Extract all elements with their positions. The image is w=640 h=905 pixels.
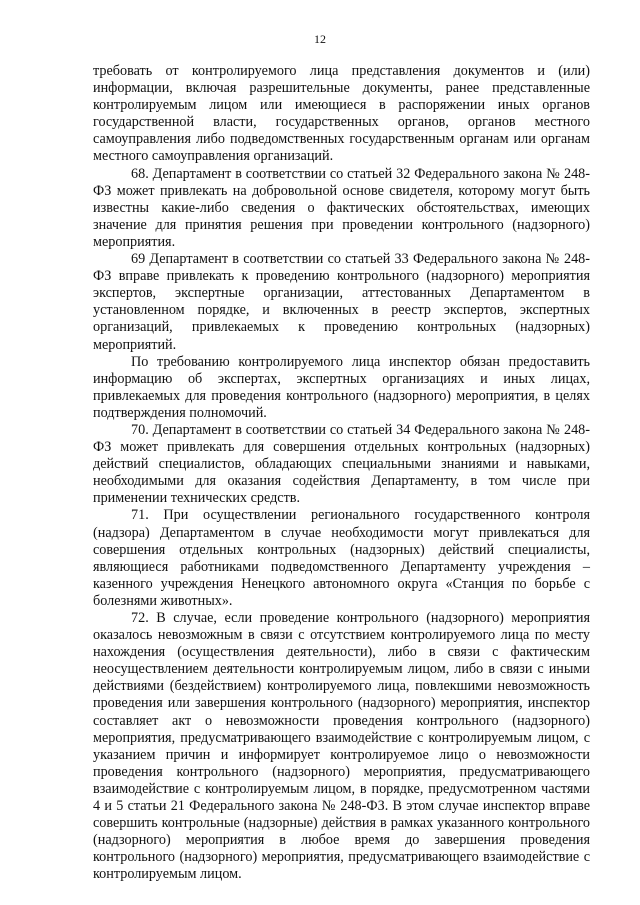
paragraph-71-regional-control: 71. При осуществлении регионального государственного контроля (надзора) Департаментом в случае необходимости могут привлекаться для совершения отдельных контрольных (надзорных) действий специалисты, являющиеся работниками подведомственного Департаменту учреждения – казенного учреждения Ненецкого автономного округа «Станция по борьбе с болезнями животных».: [93, 507, 590, 609]
paragraph-expert-information: По требованию контролируемого лица инспектор обязан предоставить информацию об экспертах, экспертных организациях и иных лицах, привлекаемых для проведения контрольного (надзорного) мероприятия, в целях подтверждения полномочий.: [93, 353, 590, 421]
page-number: 12: [314, 32, 326, 46]
paragraph-72-impossibility: 72. В случае, если проведение контрольного (надзорного) мероприятия оказалось невозможным в связи с отсутствием контролируемого лица по месту нахождения (осуществления деятельности), либо в связи с фактическим неосуществлением деятельности контролируемым лицом, либо в связи с иными действиями (бездействием) контролируемого лица, повлекшими невозможность проведения или завершения контрольного (надзорного) мероприятия, инспектор составляет акт о невозможности проведения контрольного (надзорного) мероприятия, предусматривающего взаимодействие с контролируемым лицом, с указанием причин и информирует контролируемое лицо о невозможности проведения контрольного (надзорного) мероприятия, предусматривающего взаимодействие с контролируемым лицом, в порядке, предусмотренном частями 4 и 5 статьи 21 Федерального закона № 248-ФЗ. В этом случае инспектор вправе совершить контрольные (надзорные) действия в рамках указанного контрольного (надзорного) мероприятия в любое время до завершения проведения контрольного (надзорного) мероприятия, предусматривающего взаимодействие с контролируемым лицом.: [93, 610, 590, 883]
document-body: [93, 63, 590, 884]
paragraph-70-specialists: 70. Департамент в соответствии со статьей 34 Федерального закона № 248-ФЗ может привлекать для совершения отдельных контрольных (надзорных) действий специалистов, обладающих специальными знаниями и навыками, необходимыми для оказания содействия Департаменту, в том числе при применении технических средств.: [93, 421, 590, 507]
paragraph-69-experts: 69 Департамент в соответствии со статьей 33 Федерального закона № 248-ФЗ вправе привлекать к проведению контрольного (надзорного) мероприятия экспертов, экспертные организации, аттестованных Департаментом в установленном порядке, и включенных в реестр экспертов, экспертных организаций, привлекаемых к проведению контрольных (надзорных) мероприятий.: [93, 251, 590, 353]
paragraph-68-witness: 68. Департамент в соответствии со статьей 32 Федерального закона № 248-ФЗ может привлекать на добровольной основе свидетеля, которому могут быть известны какие-либо сведения о фактических обстоятельствах, имеющих значение для принятия решения при проведении контрольного (надзорного) мероприятия.: [93, 165, 590, 250]
paragraph-continuation: требовать от контролируемого лица представления документов и (или) информации, включая разрешительные документы, ранее представленные контролируемым лицом или имеющиеся в распоряжении иных органов государственной власти, государственных органов, органов местного самоуправления либо подведомственных государственным органам или органам местного самоуправления организаций.: [93, 63, 590, 165]
